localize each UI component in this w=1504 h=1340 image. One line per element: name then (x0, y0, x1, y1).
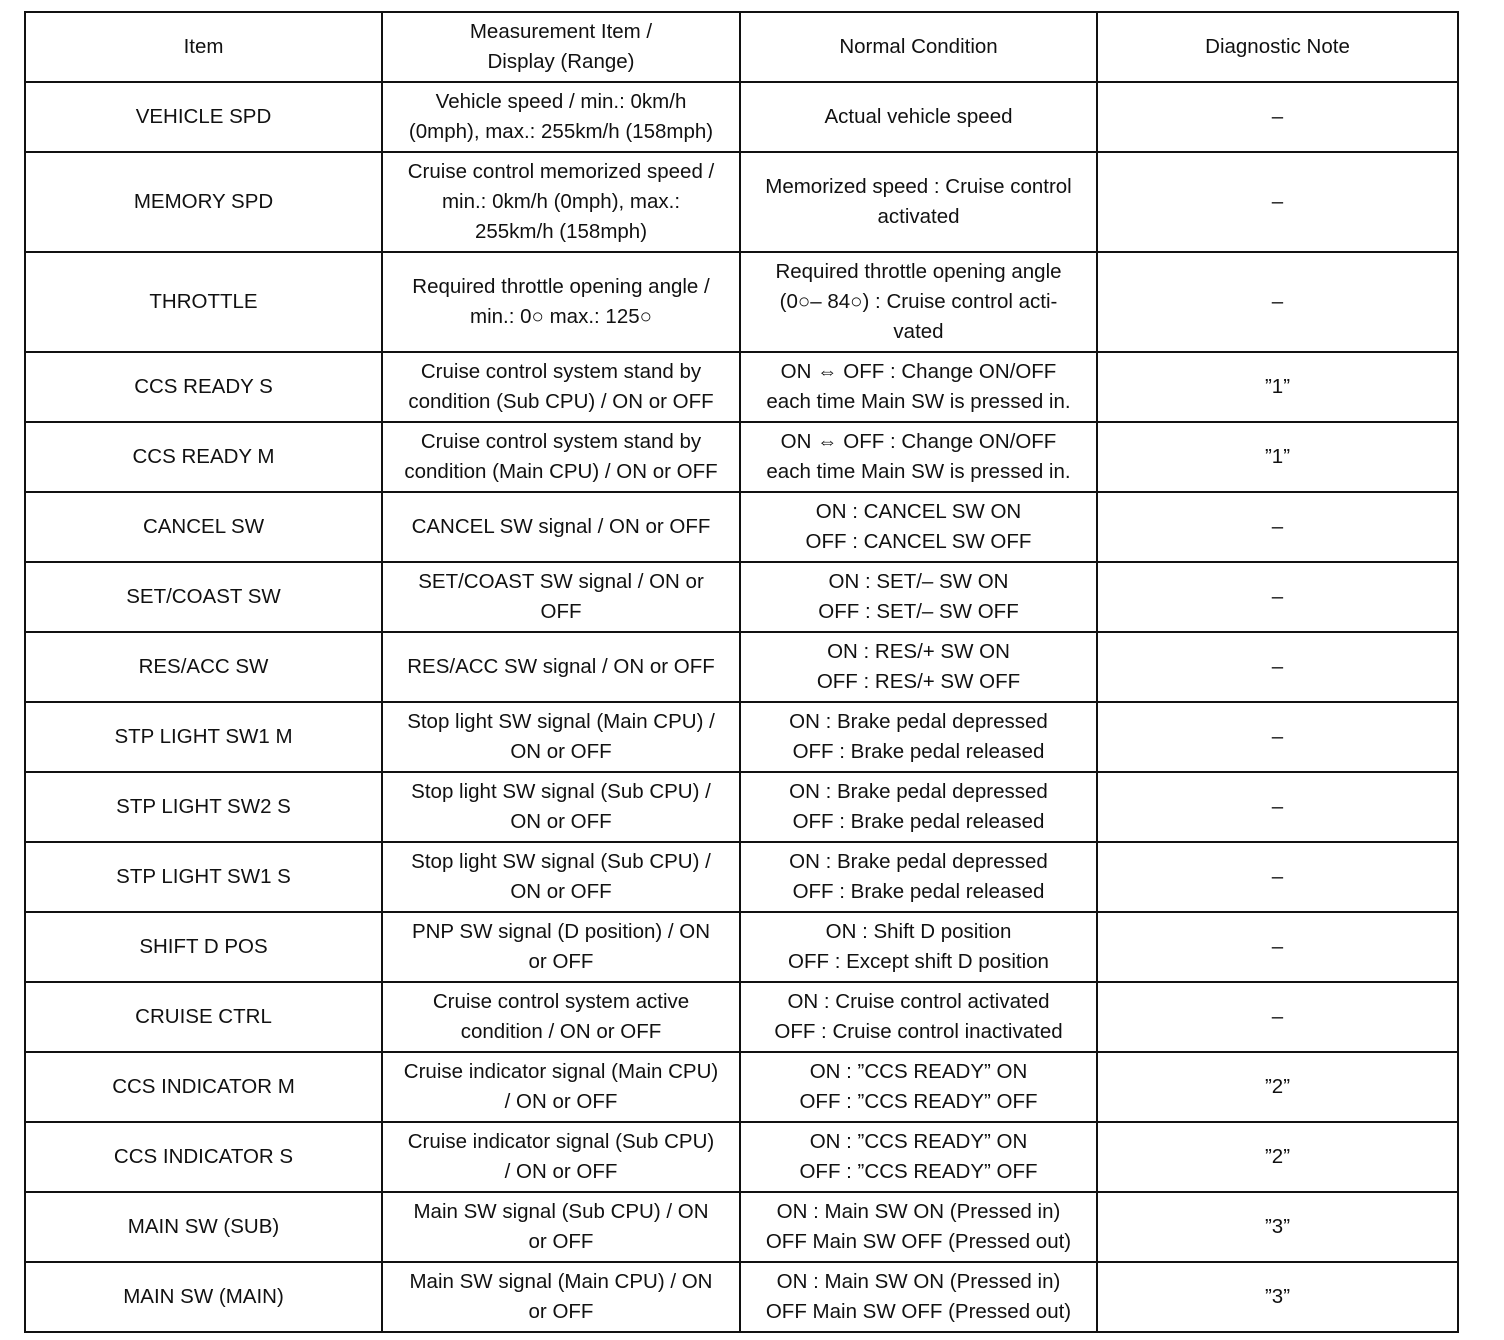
measurement-cell: Stop light SW signal (Sub CPU) / ON or OFF (382, 772, 740, 842)
table-row (25, 1052, 1458, 1122)
diagnostic-note-cell: – (1097, 912, 1458, 982)
table-row (25, 422, 1458, 492)
item-cell: CANCEL SW (25, 492, 382, 562)
diagnostic-note-cell: ”3” (1097, 1192, 1458, 1262)
normal-condition-cell: ON : Brake pedal depressed OFF : Brake pedal released (740, 842, 1097, 912)
item-cell: CRUISE CTRL (25, 982, 382, 1052)
measurement-cell: Required throttle opening angle / min.: 0○ max.: 125○ (382, 252, 740, 352)
normal-condition-cell: ON : CANCEL SW ON OFF : CANCEL SW OFF (740, 492, 1097, 562)
normal-condition-cell: Required throttle opening angle (0○– 84○) : Cruise control acti- vated (740, 252, 1097, 352)
diagnostic-note-cell: ”2” (1097, 1052, 1458, 1122)
normal-condition-cell: ON : Cruise control activated OFF : Cruise control inactivated (740, 982, 1097, 1052)
table-body (25, 82, 1458, 1332)
item-cell: MEMORY SPD (25, 152, 382, 252)
diagnostic-note-cell: – (1097, 252, 1458, 352)
diagnostic-note-cell: ”1” (1097, 352, 1458, 422)
measurement-cell: Cruise control system stand by condition (Main CPU) / ON or OFF (382, 422, 740, 492)
measurement-cell: Main SW signal (Sub CPU) / ON or OFF (382, 1192, 740, 1262)
item-cell: STP LIGHT SW1 M (25, 702, 382, 772)
normal-condition-cell: ON : Brake pedal depressed OFF : Brake pedal released (740, 772, 1097, 842)
item-cell: STP LIGHT SW1 S (25, 842, 382, 912)
normal-condition-cell: ON : Main SW ON (Pressed in) OFF Main SW OFF (Pressed out) (740, 1262, 1097, 1332)
diagnostic-note-cell: ”1” (1097, 422, 1458, 492)
header-item: Item (25, 12, 382, 82)
measurement-cell: Stop light SW signal (Sub CPU) / ON or OFF (382, 842, 740, 912)
measurement-cell: Main SW signal (Main CPU) / ON or OFF (382, 1262, 740, 1332)
item-cell: MAIN SW (MAIN) (25, 1262, 382, 1332)
diagnostic-note-cell: – (1097, 152, 1458, 252)
measurement-cell: SET/COAST SW signal / ON or OFF (382, 562, 740, 632)
diagnostic-note-cell: – (1097, 82, 1458, 152)
diagnostic-note-cell: – (1097, 562, 1458, 632)
item-cell: CCS INDICATOR M (25, 1052, 382, 1122)
diagnostic-note-cell: – (1097, 492, 1458, 562)
item-cell: CCS READY S (25, 352, 382, 422)
table-row (25, 632, 1458, 702)
item-cell: VEHICLE SPD (25, 82, 382, 152)
table-row (25, 82, 1458, 152)
measurement-cell: Cruise control memorized speed / min.: 0km/h (0mph), max.: 255km/h (158mph) (382, 152, 740, 252)
diagnostic-note-cell: – (1097, 632, 1458, 702)
table-row (25, 912, 1458, 982)
diagnostic-note-cell: ”2” (1097, 1122, 1458, 1192)
diagnostic-note-cell: – (1097, 702, 1458, 772)
table-row (25, 1262, 1458, 1332)
item-cell: SET/COAST SW (25, 562, 382, 632)
normal-condition-cell: ON : Brake pedal depressed OFF : Brake pedal released (740, 702, 1097, 772)
item-cell: RES/ACC SW (25, 632, 382, 702)
table-row (25, 772, 1458, 842)
normal-condition-cell: Actual vehicle speed (740, 82, 1097, 152)
normal-condition-cell: ON : Main SW ON (Pressed in) OFF Main SW OFF (Pressed out) (740, 1192, 1097, 1262)
header-measurement: Measurement Item / Display (Range) (382, 12, 740, 82)
measurement-cell: Vehicle speed / min.: 0km/h (0mph), max.: 255km/h (158mph) (382, 82, 740, 152)
item-cell: CCS READY M (25, 422, 382, 492)
measurement-cell: RES/ACC SW signal / ON or OFF (382, 632, 740, 702)
header-diagnostic-note: Diagnostic Note (1097, 12, 1458, 82)
table-row (25, 492, 1458, 562)
diagnostic-note-cell: ”3” (1097, 1262, 1458, 1332)
diagnostic-note-cell: – (1097, 842, 1458, 912)
normal-condition-cell: ON : RES/+ SW ON OFF : RES/+ SW OFF (740, 632, 1097, 702)
diagnostic-note-cell: – (1097, 982, 1458, 1052)
normal-condition-cell: ON ⇔ OFF : Change ON/OFF each time Main SW is pressed in. (740, 422, 1097, 492)
normal-condition-cell: ON : SET/– SW ON OFF : SET/– SW OFF (740, 562, 1097, 632)
table-row (25, 1122, 1458, 1192)
document-sheet (24, 11, 1459, 1333)
normal-condition-cell: ON : ”CCS READY” ON OFF : ”CCS READY” OFF (740, 1052, 1097, 1122)
diagnostic-note-cell: – (1097, 772, 1458, 842)
normal-condition-cell: ON ⇔ OFF : Change ON/OFF each time Main SW is pressed in. (740, 352, 1097, 422)
table-header-row (25, 12, 1458, 82)
table-row (25, 982, 1458, 1052)
table-row (25, 352, 1458, 422)
table-row (25, 702, 1458, 772)
table-row (25, 1192, 1458, 1262)
item-cell: CCS INDICATOR S (25, 1122, 382, 1192)
measurement-cell: PNP SW signal (D position) / ON or OFF (382, 912, 740, 982)
table-row (25, 152, 1458, 252)
normal-condition-cell: ON : ”CCS READY” ON OFF : ”CCS READY” OFF (740, 1122, 1097, 1192)
table-row (25, 562, 1458, 632)
measurement-cell: CANCEL SW signal / ON or OFF (382, 492, 740, 562)
measurement-cell: Cruise control system stand by condition (Sub CPU) / ON or OFF (382, 352, 740, 422)
item-cell: SHIFT D POS (25, 912, 382, 982)
normal-condition-cell: Memorized speed : Cruise control activated (740, 152, 1097, 252)
table-row (25, 252, 1458, 352)
measurement-cell: Cruise indicator signal (Main CPU) / ON or OFF (382, 1052, 740, 1122)
diagnostic-data-table (24, 11, 1459, 1333)
measurement-cell: Cruise indicator signal (Sub CPU) / ON or OFF (382, 1122, 740, 1192)
table-row (25, 842, 1458, 912)
normal-condition-cell: ON : Shift D position OFF : Except shift D position (740, 912, 1097, 982)
header-normal-condition: Normal Condition (740, 12, 1097, 82)
measurement-cell: Stop light SW signal (Main CPU) / ON or OFF (382, 702, 740, 772)
item-cell: THROTTLE (25, 252, 382, 352)
item-cell: MAIN SW (SUB) (25, 1192, 382, 1262)
item-cell: STP LIGHT SW2 S (25, 772, 382, 842)
measurement-cell: Cruise control system active condition / ON or OFF (382, 982, 740, 1052)
